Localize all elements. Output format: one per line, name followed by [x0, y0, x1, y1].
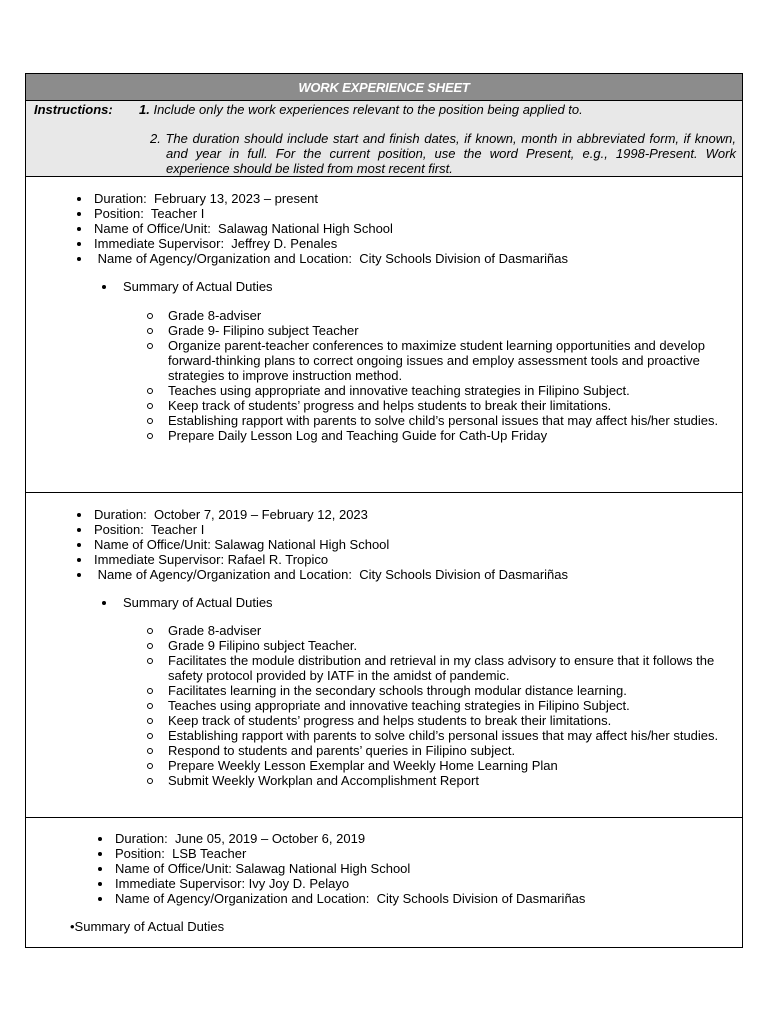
- duty-item: Grade 8-adviser: [168, 308, 735, 323]
- duty-item: Grade 8-adviser: [168, 623, 735, 638]
- position: Position: LSB Teacher: [115, 846, 585, 861]
- duty-item: Teaches using appropriate and innovative teaching strategies in Filipino Subject.: [168, 698, 735, 713]
- duty-item: Submit Weekly Workplan and Accomplishment Report: [168, 773, 735, 788]
- duty-item: Establishing rapport with parents to solve child’s personal issues that may affect his/her studies.: [168, 728, 735, 743]
- work-experience-sheet: [25, 73, 743, 948]
- instructions-label: Instructions:: [34, 102, 113, 117]
- instruction-item-2: 2. The duration should include start and finish dates, if known, month in abbreviated form, if known, and year in full. For the current position, use the word Present, e.g., 1998-Present. Work experience should be listed from most recent first.: [150, 131, 736, 176]
- immediate-supervisor: Immediate Supervisor: Jeffrey D. Penales: [94, 236, 568, 251]
- duty-item: Facilitates the module distribution and retrieval in my class advisory to ensure that it follows the safety protocol provided by IATF in the amidst of pandemic.: [168, 653, 735, 683]
- agency-location: Name of Agency/Organization and Location: City Schools Division of Dasmariñas: [115, 891, 586, 906]
- immediate-supervisor: Immediate Supervisor: Rafael R. Tropico: [94, 552, 568, 567]
- agency-location: Name of Agency/Organization and Location: City Schools Division of Dasmariñas: [94, 567, 569, 582]
- duty-item: Grade 9 Filipino subject Teacher.: [168, 638, 735, 653]
- entry-info-list: [94, 507, 568, 582]
- duty-item: Grade 9- Filipino subject Teacher: [168, 323, 735, 338]
- sheet-title: WORK EXPERIENCE SHEET: [26, 74, 742, 101]
- office-unit: Name of Office/Unit: Salawag National High School: [94, 221, 568, 236]
- duties-list: [168, 308, 735, 443]
- duration: Duration: June 05, 2019 – October 6, 2019: [115, 831, 585, 846]
- position: Position: Teacher I: [94, 206, 568, 221]
- duty-item: Respond to students and parents’ queries in Filipino subject.: [168, 743, 735, 758]
- position: Position: Teacher I: [94, 522, 568, 537]
- entry-info-list: [115, 831, 585, 906]
- experience-entry-3: [26, 818, 742, 948]
- instructions-block: [26, 101, 742, 177]
- agency-location: Name of Agency/Organization and Location: City Schools Division of Dasmariñas: [94, 251, 569, 266]
- office-unit: Name of Office/Unit: Salawag National High School: [115, 861, 585, 876]
- duty-item: Teaches using appropriate and innovative teaching strategies in Filipino Subject.: [168, 383, 735, 398]
- entry-info-list: [94, 191, 568, 266]
- duty-item: Keep track of students’ progress and helps students to break their limitations.: [168, 713, 735, 728]
- duration: Duration: February 13, 2023 – present: [94, 191, 568, 206]
- duration: Duration: October 7, 2019 – February 12, 2023: [94, 507, 568, 522]
- duty-item: Organize parent-teacher conferences to maximize student learning opportunities and develop forward-thinking plans to correct ongoing issues and employ assessment tools and proactive strategies to improve instruction method.: [168, 338, 735, 383]
- office-unit: Name of Office/Unit: Salawag National High School: [94, 537, 568, 552]
- immediate-supervisor: Immediate Supervisor: Ivy Joy D. Pelayo: [115, 876, 585, 891]
- duties-list: [168, 623, 735, 788]
- duty-item: Prepare Weekly Lesson Exemplar and Weekly Home Learning Plan: [168, 758, 735, 773]
- summary-label: •Summary of Actual Duties: [70, 919, 225, 934]
- duty-item: Prepare Daily Lesson Log and Teaching Guide for Cath-Up Friday: [168, 428, 735, 443]
- summary-label: Summary of Actual Duties: [123, 279, 273, 294]
- duty-item: Establishing rapport with parents to solve child’s personal issues that may affect his/her studies.: [168, 413, 735, 428]
- experience-entry-2: [26, 493, 742, 818]
- duty-item: Facilitates learning in the secondary schools through modular distance learning.: [168, 683, 735, 698]
- duty-item: Keep track of students’ progress and helps students to break their limitations.: [168, 398, 735, 413]
- instruction-item-1: 1. Include only the work experiences relevant to the position being applied to.: [139, 102, 583, 117]
- summary-label: Summary of Actual Duties: [123, 595, 273, 610]
- experience-entry-1: [26, 177, 742, 493]
